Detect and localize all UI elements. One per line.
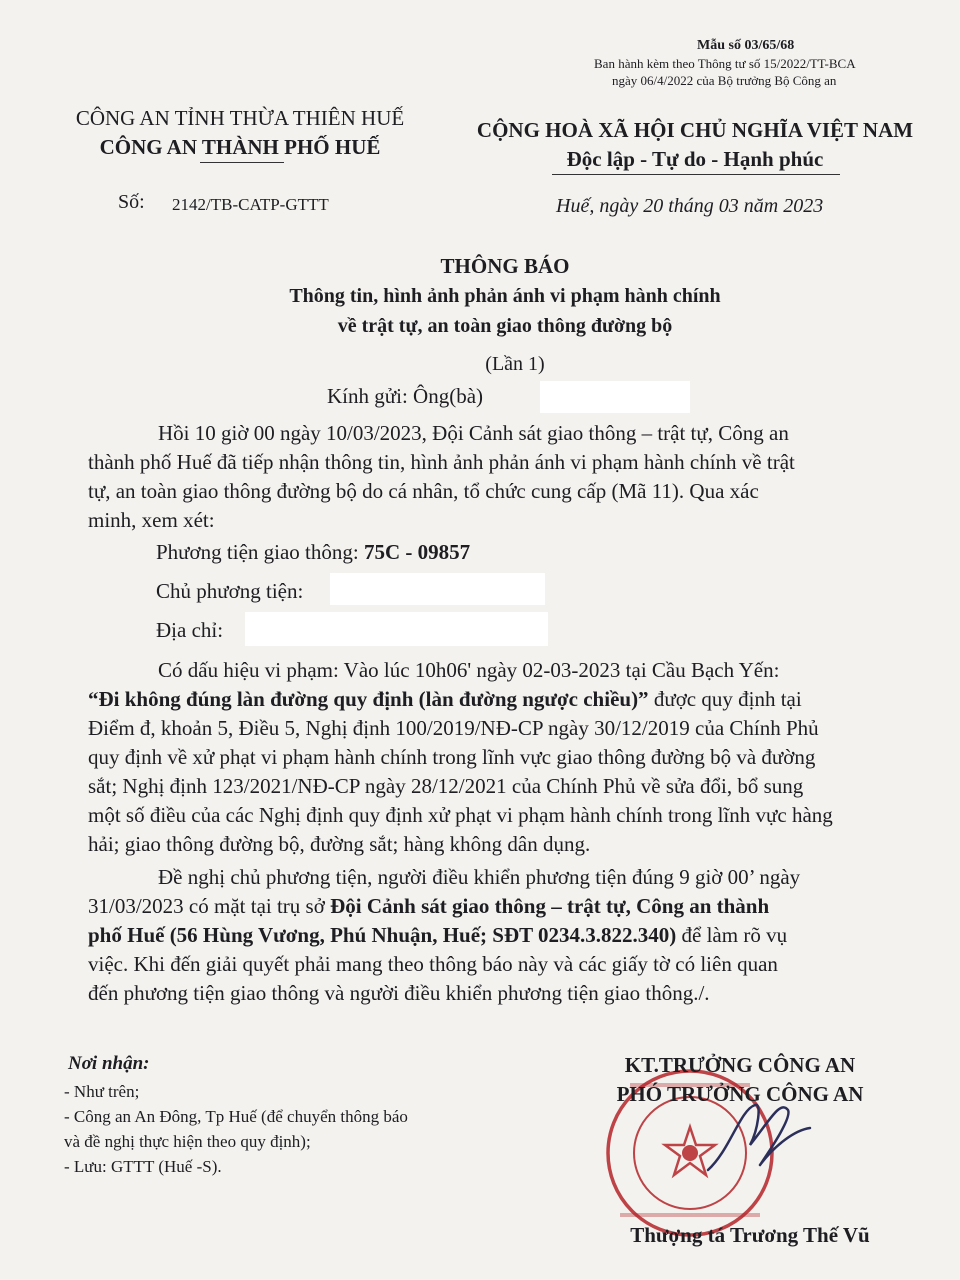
recipient-item-3: - Lưu: GTTT (Huế -S). bbox=[64, 1157, 222, 1176]
violation-name: “Đi không đúng làn đường quy định (làn đường ngược chiều)” bbox=[88, 687, 649, 711]
signature-title-1: KT.TRƯỞNG CÔNG AN bbox=[624, 1053, 856, 1077]
national-title: CỘNG HOÀ XÃ HỘI CHỦ NGHĨA VIỆT NAM bbox=[476, 118, 914, 142]
recipient-item-1: - Như trên; bbox=[64, 1082, 140, 1101]
recipient-label: Kính gửi: Ông(bà) bbox=[327, 384, 484, 408]
document-subtitle-line-1: Thông tin, hình ảnh phản ánh vi phạm hành chính bbox=[289, 285, 721, 307]
national-motto: Độc lập - Tự do - Hạnh phúc bbox=[566, 147, 824, 171]
request-paragraph: Đề nghị chủ phương tiện, người điều khiển phương tiện đúng 9 giờ 00’ ngày 31/03/2023 có mặt tại trụ sở Đội Cảnh sát giao thông – trật tự, Công an thành phố Huế (56 Hùng Vương, Phú Nhuận, Huế; SĐT 0234.3.822.340) để làm rõ vụ việc. Khi đến giải quyết phải mang theo thông báo này và các giấy tờ có liên quan đến phương tiện giao thông và người điều khiển phương tiện giao thông./. bbox=[88, 865, 801, 1005]
form-issued-line-2: ngày 06/4/2022 của Bộ trưởng Bộ Công an bbox=[612, 73, 837, 88]
agency-name: CÔNG AN THÀNH PHỐ HUẾ bbox=[99, 135, 381, 159]
recipient-item-2: - Công an An Đông, Tp Huế (để chuyển thông báo bbox=[64, 1107, 408, 1126]
document-number: 2142/TB-CATP-GTTT bbox=[172, 195, 329, 214]
document-subtitle-line-2: về trật tự, an toàn giao thông đường bộ bbox=[337, 315, 673, 337]
document-date: Huế, ngày 20 tháng 03 năm 2023 bbox=[556, 195, 824, 217]
recipients-heading: Nơi nhận: bbox=[68, 1053, 150, 1074]
signature-title-2: PHÓ TRƯỞNG CÔNG AN bbox=[616, 1082, 864, 1106]
redacted-address bbox=[245, 612, 548, 646]
form-issued-line-1: Ban hành kèm theo Thông tư số 15/2022/TT-BCA bbox=[594, 56, 856, 71]
owner-label: Chủ phương tiện: bbox=[156, 579, 304, 603]
handwritten-signature bbox=[700, 1090, 820, 1180]
vehicle-row bbox=[156, 540, 470, 565]
violation-paragraph: Có dấu hiệu vi phạm: Vào lúc 10h06' ngày 02-03-2023 tại Cầu Bạch Yến: “Đi không đúng làn đường quy định (làn đường ngược chiều)” được quy định tại Điểm đ, khoản 5, Điều 5, Nghị định 100/2019/NĐ-CP ngày 30/12/2019 của Chính Phủ quy định về xử phạt vi phạm hành chính trong lĩnh vực giao thông đường bộ và đường sắt; Nghị định 123/2021/NĐ-CP ngày 28/12/2021 của Chính Phủ về sửa đổi, bổ sung một số điều của các Nghị định quy định xử phạt vi phạm hành chính trong lĩnh vực hàng hải; giao thông đường bộ, đường sắt; hàng không dân dụng. bbox=[88, 658, 833, 856]
document-iteration: (Lần 1) bbox=[485, 353, 545, 375]
vehicle-label: Phương tiện giao thông: bbox=[156, 540, 359, 564]
redacted-recipient bbox=[540, 381, 690, 413]
address-label: Địa chỉ: bbox=[156, 618, 224, 642]
intro-paragraph: Hồi 10 giờ 00 ngày 10/03/2023, Đội Cảnh sát giao thông – trật tự, Công an thành phố Huế đã tiếp nhận thông tin, hình ảnh phản ánh vi phạm hành chính về trật tự, an toàn giao thông đường bộ do cá nhân, tổ chức cung cấp (Mã 11). Qua xác minh, xem xét: bbox=[88, 421, 795, 532]
signer-name: Thượng tá Trương Thế Vũ bbox=[630, 1223, 870, 1247]
document-number-label: Số: bbox=[118, 191, 145, 213]
document-title: THÔNG BÁO bbox=[440, 254, 570, 278]
redacted-owner bbox=[330, 573, 545, 605]
vehicle-plate: 75C - 09857 bbox=[363, 540, 471, 564]
motto-underline bbox=[552, 174, 840, 175]
form-number: Mẫu số 03/65/68 bbox=[697, 38, 795, 53]
agency-underline bbox=[200, 162, 284, 163]
recipient-item-2-cont: và đề nghị thực hiện theo quy định); bbox=[64, 1132, 311, 1151]
agency-parent: CÔNG AN TỈNH THỪA THIÊN HUẾ bbox=[75, 106, 405, 130]
